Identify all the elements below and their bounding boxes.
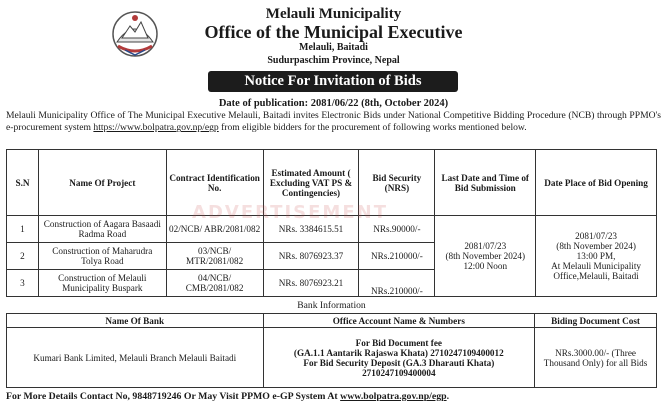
cell-doc-cost: NRs.3000.00/- (Three Thousand Only) for all Bids xyxy=(535,328,657,388)
notice-title: Notice For Invitation of Bids xyxy=(208,71,458,92)
opening-line: 13:00 PM, xyxy=(576,251,616,261)
cell-project: Construction of Melauli Municipality Buspark xyxy=(38,270,166,297)
col-project: Name Of Project xyxy=(38,150,166,216)
bolpatra-link[interactable]: https://www.bolpatra.gov.np/egp xyxy=(93,122,219,134)
cell-contract-id: 03/NCB/ MTR/2081/082 xyxy=(166,243,263,270)
col-sn: S.N xyxy=(7,150,39,216)
table-row xyxy=(7,328,657,388)
account-line: (GA.1.1 Aantarik Rajaswa Khata) 2710247109400012 xyxy=(293,347,504,358)
col-bank-name: Name Of Bank xyxy=(7,314,264,328)
col-security: Bid Security (NRS) xyxy=(359,150,435,216)
cell-bank-name: Kumari Bank Limited, Melauli Branch Melauli Baitadi xyxy=(7,328,264,388)
last-date-line: 12:00 Noon xyxy=(463,261,508,271)
cell-account xyxy=(263,328,535,388)
opening-line: At Melauli Municipality Office,Melauli, Baitadi xyxy=(551,261,641,281)
cell-contract-id: 04/NCB/ CMB/2081/082 xyxy=(166,270,263,297)
col-opening: Date Place of Bid Opening xyxy=(536,150,657,216)
bank-info-caption: Bank Information xyxy=(297,300,366,311)
account-line: For Bid Document fee xyxy=(355,337,442,348)
cell-security: NRs.90000/- xyxy=(359,216,435,243)
cell-sn: 1 xyxy=(7,216,39,243)
cell-amount: NRs. 3384615.51 xyxy=(263,216,359,243)
cell-amount: NRs. 8076923.37 xyxy=(263,243,359,270)
table-header-row xyxy=(7,150,657,216)
intro-text-1: Melauli Municipality Office of The Municipal Executive Melauli, Baitadi invites Electronic Bids under National Competitive Bidding Procedure (NCB) through PPMO's e-procurement system xyxy=(6,110,661,134)
last-date-line: (8th November 2024) xyxy=(445,251,526,261)
cell-opening xyxy=(536,216,657,297)
office-title: Office of the Municipal Executive xyxy=(204,22,463,42)
opening-line: 2081/07/23 xyxy=(575,231,618,241)
province-name: Sudurpaschim Province, Nepal xyxy=(267,55,400,66)
footer-end: . xyxy=(446,391,450,402)
cell-security: NRs.210000/- xyxy=(359,270,435,297)
cell-project: Construction of Aagara Basaadi Radma Road xyxy=(38,216,166,243)
account-line: For Bid Security Deposit (GA.3 Dharauti Khata) xyxy=(303,357,495,368)
bank-header-row xyxy=(7,314,657,328)
col-last-date: Last Date and Time of Bid Submission xyxy=(435,150,536,216)
cell-contract-id: 02/NCB/ ABR/2081/082 xyxy=(166,216,263,243)
footer-contact xyxy=(6,391,661,402)
opening-line: (8th November 2024) xyxy=(556,241,636,251)
bank-table xyxy=(6,313,657,388)
intro-text-2: from eligible bidders for the procurement of following works mentioned below. xyxy=(218,122,527,134)
cell-project: Construction of Maharudra Tolya Road xyxy=(38,243,166,270)
last-date-line: 2081/07/23 xyxy=(464,241,507,251)
publication-date: Date of publication: 2081/06/22 (8th, October 2024) xyxy=(218,98,449,109)
col-amount: Estimated Amount ( Excluding VAT PS & Contingencies) xyxy=(263,150,359,216)
col-account: Office Account Name & Numbers xyxy=(263,314,535,328)
account-line: 2710247109400004 xyxy=(362,367,436,378)
cell-sn: 3 xyxy=(7,270,39,297)
intro-paragraph xyxy=(6,110,661,135)
col-contract-id: Contract Identification No. xyxy=(166,150,263,216)
footer-text: For More Details Contact No, 9848719246 Or May Visit PPMO e-GP System At xyxy=(6,391,341,402)
works-table xyxy=(6,149,657,297)
watermark-text: ADVERTISEMENT xyxy=(192,202,388,223)
col-doc-cost: Biding Document Cost xyxy=(535,314,657,328)
cell-sn: 2 xyxy=(7,243,39,270)
office-location: Melauli, Baitadi xyxy=(299,42,368,53)
municipality-name: Melauli Municipality xyxy=(265,6,402,22)
cell-last-date xyxy=(435,216,536,297)
footer-bolpatra-link[interactable]: www.bolpatra.gov.np/egp xyxy=(340,391,447,402)
bank-info-caption-row xyxy=(6,299,657,312)
table-row xyxy=(7,216,657,243)
cell-security: NRs.210000/- xyxy=(359,243,435,270)
cell-amount: NRs. 8076923.21 xyxy=(263,270,359,297)
